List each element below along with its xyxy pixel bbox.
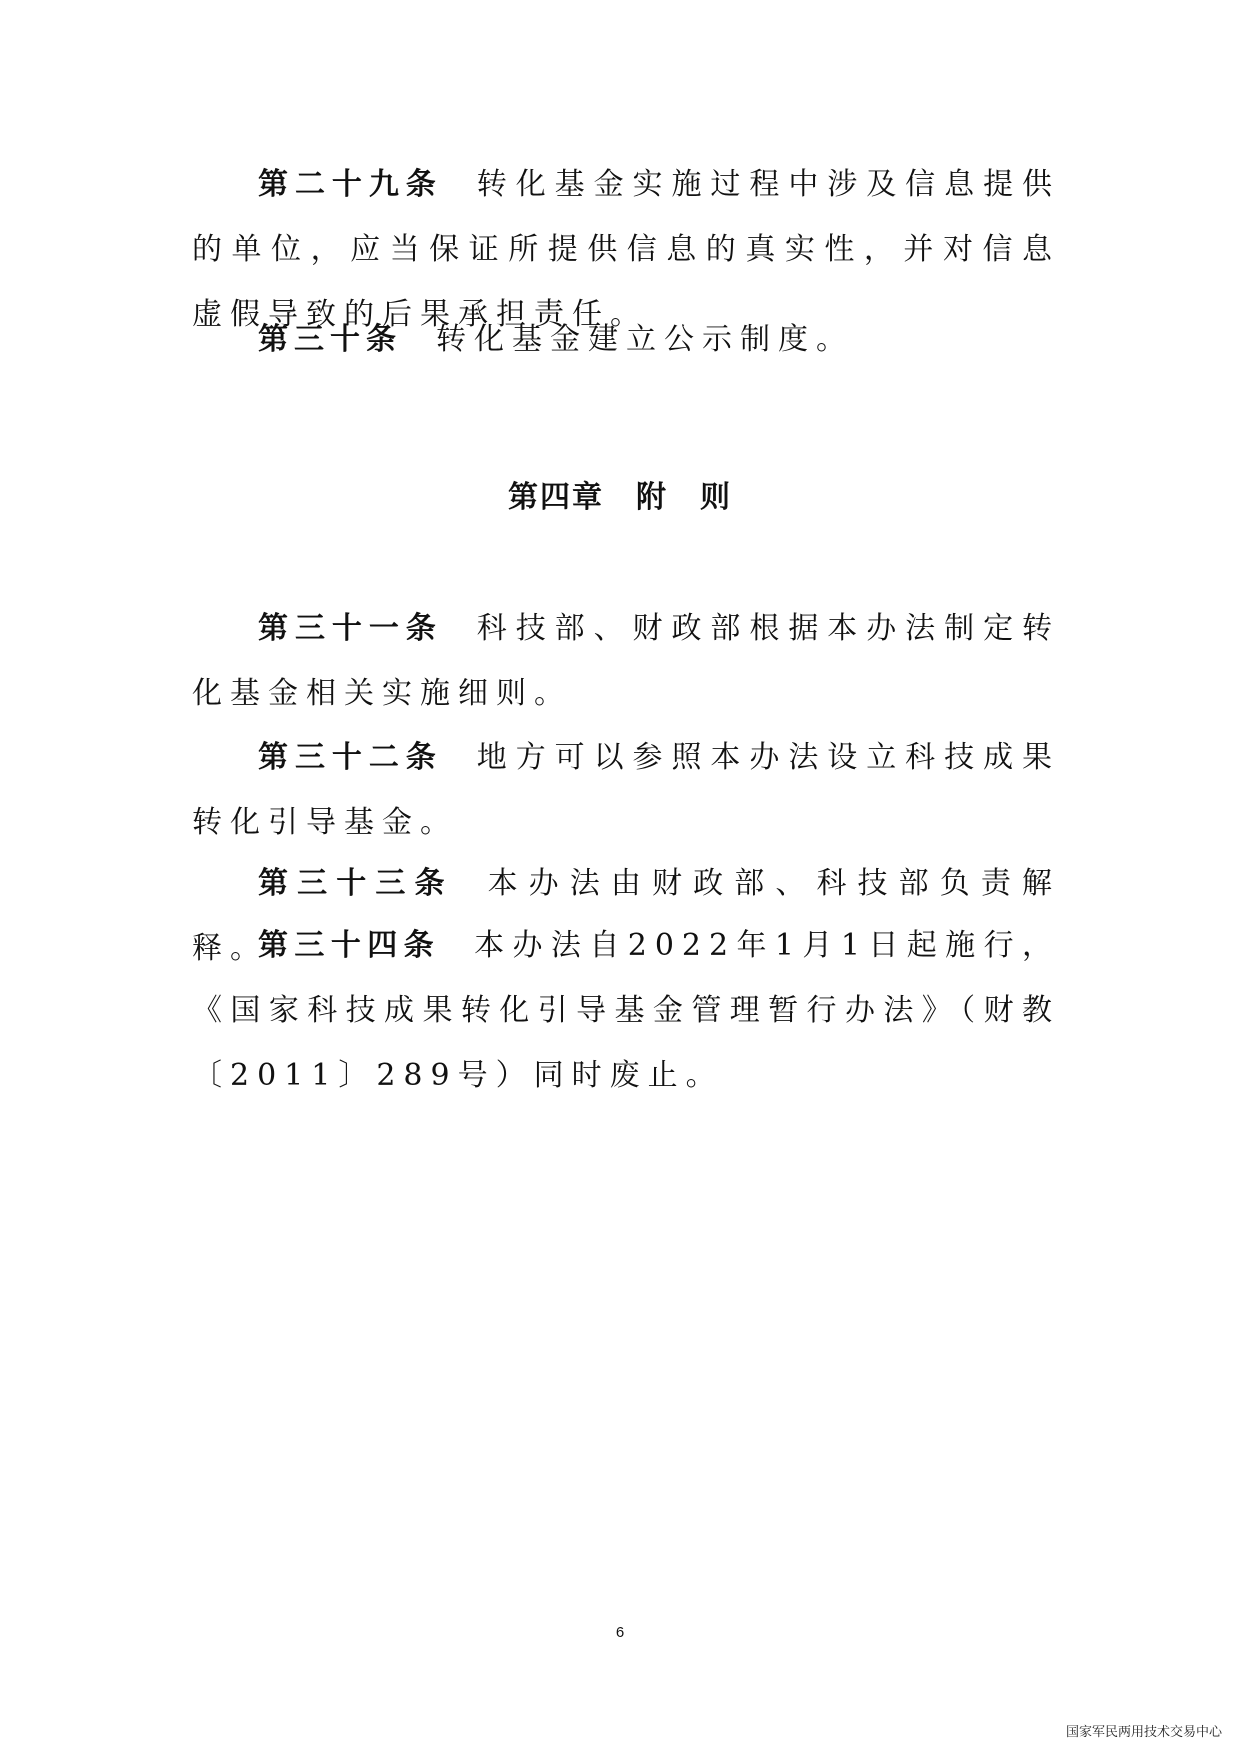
article-32: [192, 725, 1060, 855]
article-29-text: 转化基金实施过程中涉及信息提供的单位，应当保证所提供信息的真实性，并对信息虚假导致的后果承担责任。: [192, 167, 1061, 332]
article-30-text: 转化基金建立公示制度。: [436, 322, 854, 357]
article-31-number: 第三十一条: [258, 611, 443, 646]
watermark-text: 国家军民两用技术交易中心: [1065, 1725, 1222, 1740]
article-34-text: 本办法自2022年1月1日起施行，《国家科技成果转化引导基金管理暂行办法》（财教〔2011〕289号）同时废止。: [192, 928, 1060, 1093]
article-31-text: 科技部、财政部根据本办法制定转化基金相关实施细则。: [192, 611, 1061, 711]
article-34-number: 第三十四条: [258, 928, 441, 963]
article-30-number: 第三十条: [258, 322, 402, 357]
page-number: 6: [615, 1624, 625, 1641]
article-32-number: 第三十二条: [258, 740, 443, 775]
article-34: [192, 913, 1060, 1108]
article-29-number: 第二十九条: [258, 167, 443, 202]
article-33-text: 本办法由财政部、科技部负责解释。: [192, 866, 1061, 966]
article-32-text: 地方可以参照本办法设立科技成果转化引导基金。: [192, 740, 1061, 840]
article-33-number: 第三十三条: [258, 866, 454, 901]
article-30: [192, 307, 1060, 372]
chapter-heading: 第四章 附 则: [508, 480, 732, 515]
article-31: [192, 596, 1060, 726]
